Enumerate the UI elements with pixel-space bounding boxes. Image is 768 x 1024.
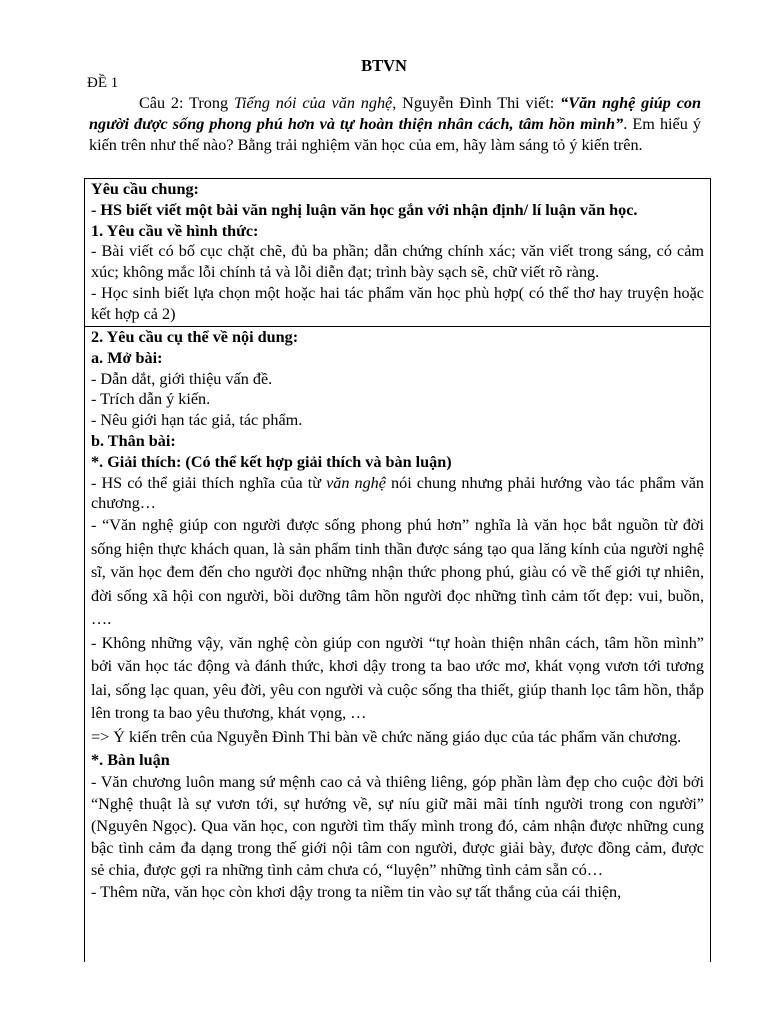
explain-item-3: - Không những vậy, văn nghệ còn giúp con người “tự hoàn thiện nhân cách, tâm hồn mình” bởi văn học tác động và đánh thức, khơi dậy trong ta bao ước mơ, khát vọng vươn tới tương lai, sống lạc quan, yêu đời, yêu con người và cuộc sống tha thiết, giúp thanh lọc tâm hồn, thắp lên trong ta bao yêu thương, khát vọng, … <box>91 633 704 723</box>
question-end: . Em hiểu ý kiến trên như thế nào? Bằng trải nghiệm văn học của em, hãy làm sáng tỏ ý kiến trên. <box>89 115 701 154</box>
discuss-item-2: - Thêm nữa, văn học còn khơi dậy trong ta niềm tin vào sự tất thắng của cái thiện, <box>91 883 622 902</box>
exam-label: ĐỀ 1 <box>87 75 119 91</box>
explain-conclusion: => Ý kiến trên của Nguyễn Đình Thi bàn về chức năng giáo dục của tác phẩm văn chương. <box>91 727 682 746</box>
content-requirements-box <box>84 326 711 962</box>
question-prefix: Câu 2: Trong <box>139 94 234 112</box>
explain-1-word: văn nghệ <box>326 473 386 492</box>
question-quote: “Văn nghệ giúp con người được sống phong phú hơn và tự hoàn thiện nhân cách, tâm hồn mình” <box>89 94 701 133</box>
form-item-2: - Học sinh biết lựa chọn một hoặc hai tác phẩm văn học phù hợp( có thể thơ hay truyện hoặc kết hợp cả 2) <box>91 283 704 323</box>
explain-1-end: nói chung nhưng phải hướng vào tác phẩm văn chương… <box>91 473 704 513</box>
general-requirements-box <box>84 178 711 327</box>
body-heading: b. Thân bài: <box>91 431 176 450</box>
document-title: BTVN <box>361 56 407 75</box>
discuss-item-1: - Văn chương luôn mang sứ mệnh cao cả và thiêng liêng, góp phần làm đẹp cho cuộc đời bởi “Nghệ thuật là sự vươn tới, sự hướng về, sự níu giữ mãi mãi tính người trong con người” (Nguyên Ngọc). Qua văn học, con người tìm thấy mình trong đó, cảm nhận được những cung bậc tình cảm đa dạng trong thế giới nội tâm con người, được giải bày, được đồng cảm, được sẻ chia, được gợi ra những tình cảm chưa có, “luyện” những tình cảm sẵn có… <box>91 773 704 880</box>
intro-item-3: - Nêu giới hạn tác giả, tác phẩm. <box>91 411 303 430</box>
intro-item-1: - Dẫn dắt, giới thiệu vấn đề. <box>91 369 273 388</box>
intro-item-2: - Trích dẫn ý kiến. <box>91 390 211 409</box>
form-item-1: - Bài viết có bố cục chặt chẽ, đủ ba phần; dẫn chứng chính xác; văn viết trong sáng, có cảm xúc; không mắc lỗi chính tả và lỗi diễn đạt; trình bày sạch sẽ, chữ viết rõ ràng. <box>91 242 704 282</box>
form-heading: 1. Yêu cầu về hình thức: <box>91 221 259 240</box>
intro-heading: a. Mở bài: <box>91 348 163 367</box>
general-heading: Yêu cầu chung: <box>91 180 199 198</box>
explain-heading: *. Giải thích: (Có thể kết hợp giải thích và bàn luận) <box>91 452 452 471</box>
explain-item-2: - “Văn nghệ giúp con người được sống phong phú hơn” nghĩa là văn học bắt nguồn từ đời sống hiện thực khách quan, là sản phẩm tinh thần được sáng tạo qua lăng kính của người nghệ sĩ, văn học đem đến cho người đọc những nhận thức phong phú, giàu có về thế giới tự nhiên, đời sống xã hội con người, bồi dưỡng tâm hồn người đọc những tình cảm tốt đẹp: vui, buồn, …. <box>91 516 704 629</box>
explain-item-1 <box>91 473 704 515</box>
question-author: , Nguyễn Đình Thi viết: <box>392 94 561 112</box>
work-title: Tiếng nói của văn nghệ <box>233 94 393 112</box>
content-heading: 2. Yêu cầu cụ thể về nội dung: <box>91 328 299 346</box>
question-paragraph <box>89 93 701 156</box>
general-text: - HS biết viết một bài văn nghị luận văn học gắn với nhận định/ lí luận văn học. <box>91 200 638 219</box>
explain-1-start: - HS có thể giải thích nghĩa của từ <box>91 473 327 492</box>
discuss-heading: *. Bàn luận <box>91 751 170 770</box>
